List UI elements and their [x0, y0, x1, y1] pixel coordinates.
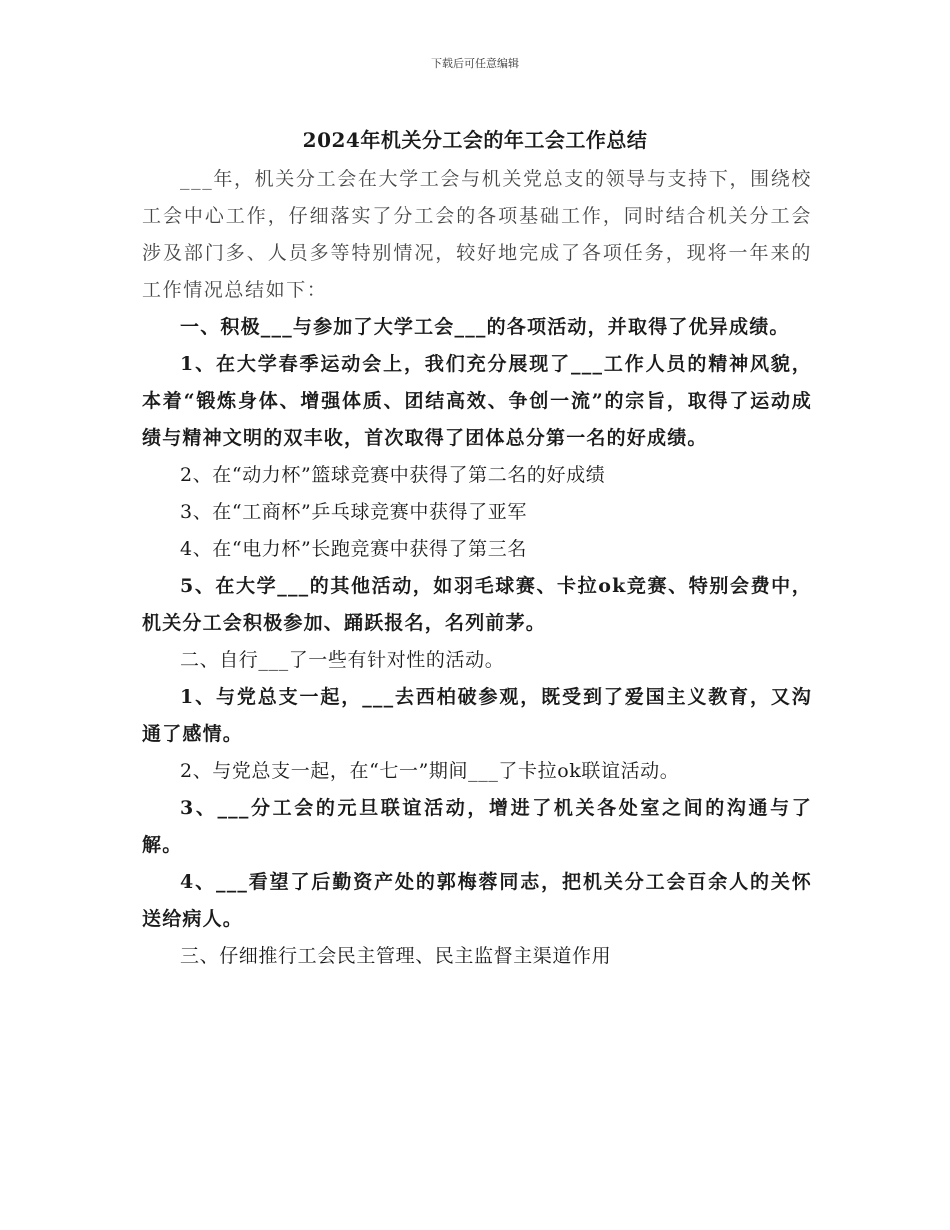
- paragraph-item-1-2: 2、在“动力杯”篮球竞赛中获得了第二名的好成绩: [180, 464, 606, 486]
- paragraph-intro: ___年，机关分工会在大学工会与机关党总支的领导与支持下，围绕校工会中心工作，仔细落实了分工会的各项基础工作，同时结合机关分工会涉及部门多、人员多等特别情况，较好地完成了各项任务，现将一年来的工作情况总结如下：: [142, 168, 812, 301]
- paragraph-item-2-3: 3、___分工会的元旦联谊活动，增进了机关各处室之间的沟通与了解。: [142, 797, 812, 856]
- paragraph-item-2-2: 2、与党总支一起，在“七一”期间___了卡拉ok联谊活动。: [180, 760, 680, 782]
- document-body: [142, 161, 812, 975]
- paragraph-item-1-4: 4、在“电力杯”长跑竞赛中获得了第三名: [180, 538, 527, 560]
- paragraph-section-2-heading: 二、自行___了一些有针对性的活动。: [180, 649, 505, 671]
- paragraph-section-3-heading: 三、仔细推行工会民主管理、民主监督主渠道作用: [180, 945, 612, 967]
- paragraph-item-1-1: 1、在大学春季运动会上，我们充分展现了___工作人员的精神风貌，本着“锻炼身体、增强体质、团结高效、争创一流”的宗旨，取得了运动成绩与精神文明的双丰收，首次取得了团体总分第一名的好成绩。: [142, 353, 812, 449]
- paragraph-item-1-5: 5、在大学___的其他活动，如羽毛球赛、卡拉ok竞赛、特别会费中，机关分工会积极参加、踊跃报名，名列前茅。: [142, 575, 812, 634]
- paragraph-item-2-4: 4、___看望了后勤资产处的郭梅蓉同志，把机关分工会百余人的关怀送给病人。: [142, 871, 812, 930]
- paragraph-item-1-3: 3、在“工商杯”乒乓球竞赛中获得了亚军: [180, 501, 527, 523]
- document-title: 2024年机关分工会的年工会工作总结: [302, 128, 648, 152]
- paragraph-section-1-heading: 一、积极___与参加了大学工会___的各项活动，并取得了优异成绩。: [180, 316, 790, 338]
- header-note: 下载后可任意编辑: [431, 57, 519, 70]
- paragraph-item-2-1: 1、与党总支一起，___去西柏破参观，既受到了爱国主义教育，又沟通了感情。: [142, 686, 812, 745]
